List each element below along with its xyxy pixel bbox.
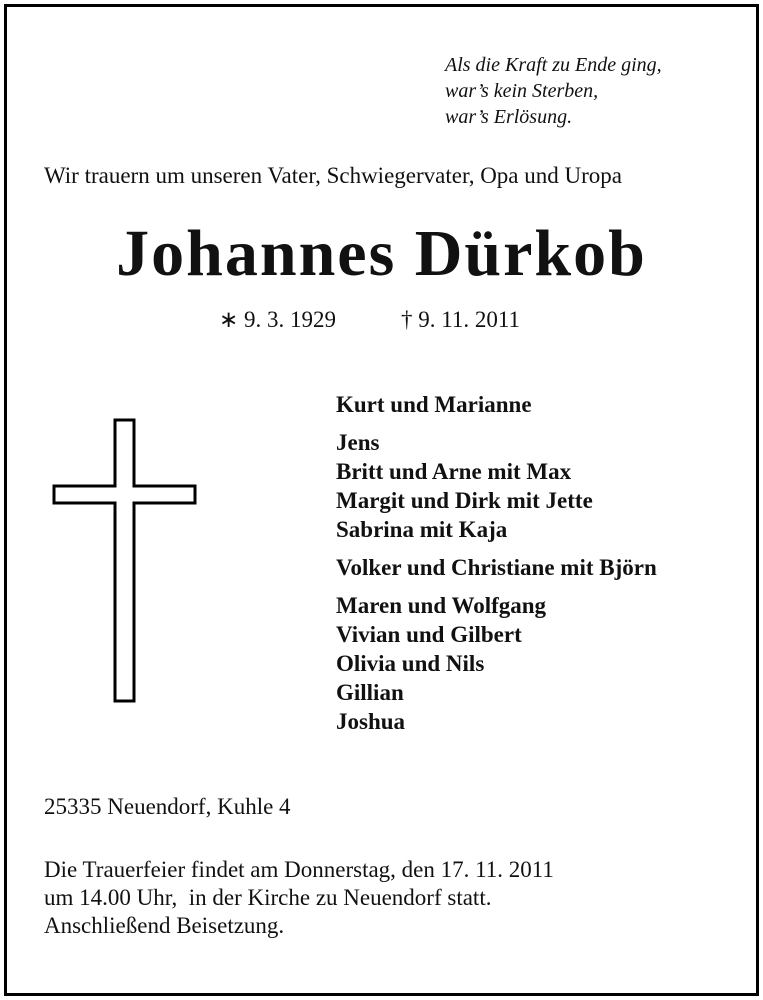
- family-member: Gillian: [336, 680, 404, 705]
- poem: [445, 52, 662, 130]
- family-member: Volker und Christiane mit Björn: [336, 555, 657, 580]
- cross-icon: [52, 418, 198, 703]
- death-date: † 9. 11. 2011: [401, 307, 521, 332]
- deceased-name: Johannes Dürkob: [116, 217, 647, 290]
- family-member: Margit und Dirk mit Jette: [336, 488, 593, 513]
- family-group: [336, 428, 657, 544]
- family-member: Maren und Wolfgang: [336, 593, 547, 618]
- family-member: Vivian und Gilbert: [336, 622, 522, 647]
- family-member: Olivia und Nils: [336, 651, 485, 676]
- birth-date: ∗ 9. 3. 1929: [219, 307, 337, 332]
- service-line: Anschließend Beisetzung.: [44, 913, 285, 938]
- family-member: Sabrina mit Kaja: [336, 517, 508, 542]
- family-member: Jens: [336, 430, 380, 455]
- poem-line: war’s kein Sterben,: [445, 80, 599, 102]
- service-line: Die Trauerfeier findet am Donnerstag, den 17. 11. 2011: [44, 857, 554, 882]
- family-group: [336, 553, 657, 582]
- family-group: [336, 390, 657, 419]
- address: 25335 Neuendorf, Kuhle 4: [44, 794, 291, 819]
- family-group: [336, 591, 657, 736]
- family-member: Joshua: [336, 709, 406, 734]
- family-member: Britt und Arne mit Max: [336, 459, 572, 484]
- poem-line: war’s Erlösung.: [445, 106, 573, 128]
- poem-line: Als die Kraft zu Ende ging,: [445, 54, 662, 76]
- family-list: [336, 390, 657, 745]
- family-member: Kurt und Marianne: [336, 392, 532, 417]
- intro-text: Wir trauern um unseren Vater, Schwiegervater, Opa und Uropa: [44, 163, 622, 188]
- service-info: [44, 856, 554, 940]
- service-line: um 14.00 Uhr, in der Kirche zu Neuendorf statt.: [44, 885, 492, 910]
